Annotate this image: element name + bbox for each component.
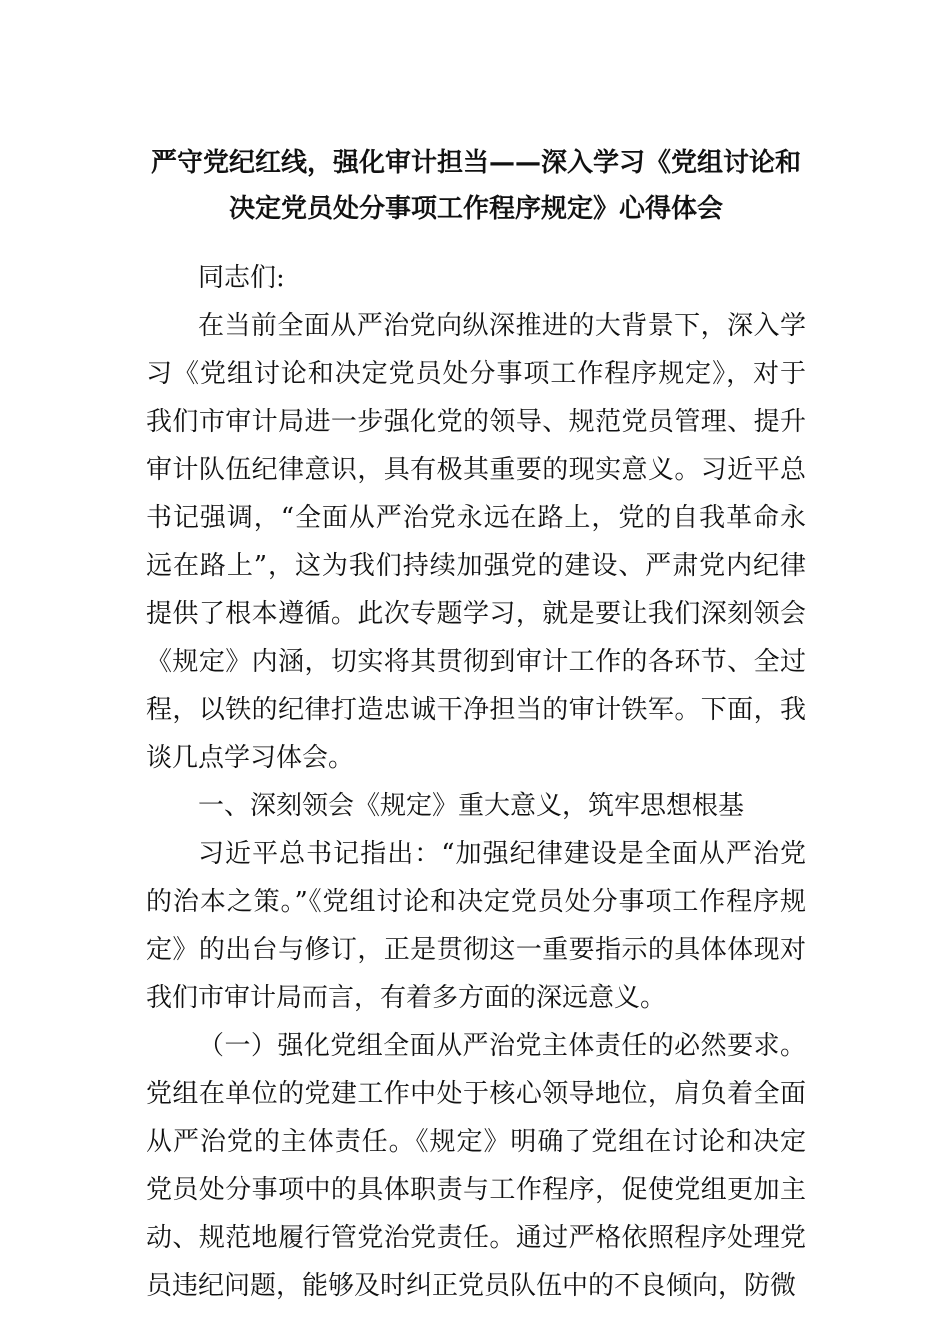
- title-line-2: 决定党员处分事项工作程序规定》心得体会: [228, 194, 723, 224]
- document-title: [146, 140, 806, 232]
- subsection-1-paragraph: （一）强化党组全面从严治党主体责任的必然要求。党组在单位的党建工作中处于核心领导地位，肩负着全面从严治党的主体责任。《规定》明确了党组在讨论和决定党员处分事项中的具体职责与工作程序，促使党组更加主动、规范地履行管党治党责任。通过严格依照程序处理党员违纪问题，能够及时纠正党员队伍中的不良倾向，防微: [146, 1031, 806, 1301]
- section-1-heading: 一、深刻领会《规定》重大意义，筑牢思想根基: [198, 791, 745, 821]
- salutation: 同志们:: [198, 263, 285, 293]
- document-page: [146, 140, 806, 1310]
- title-line-1: 严守党纪红线，强化审计担当——深入学习《党组讨论和: [150, 148, 801, 178]
- section-1-paragraph: 习近平总书记指出：“加强纪律建设是全面从严治党的治本之策。”《党组讨论和决定党员处分事项工作程序规定》的出台与修订，正是贯彻这一重要指示的具体体现对我们市审计局而言，有着多方面的深远意义。: [146, 839, 806, 1013]
- intro-paragraph: 在当前全面从严治党向纵深推进的大背景下，深入学习《党组讨论和决定党员处分事项工作程序规定》，对于我们市审计局进一步强化党的领导、规范党员管理、提升审计队伍纪律意识，具有极其重要的现实意义。习近平总书记强调，“全面从严治党永远在路上，党的自我革命永远在路上”，这为我们持续加强党的建设、严肃党内纪律提供了根本遵循。此次专题学习，就是要让我们深刻领会《规定》内涵，切实将其贯彻到审计工作的各环节、全过程，以铁的纪律打造忠诚干净担当的审计铁军。下面，我谈几点学习体会。: [146, 311, 806, 773]
